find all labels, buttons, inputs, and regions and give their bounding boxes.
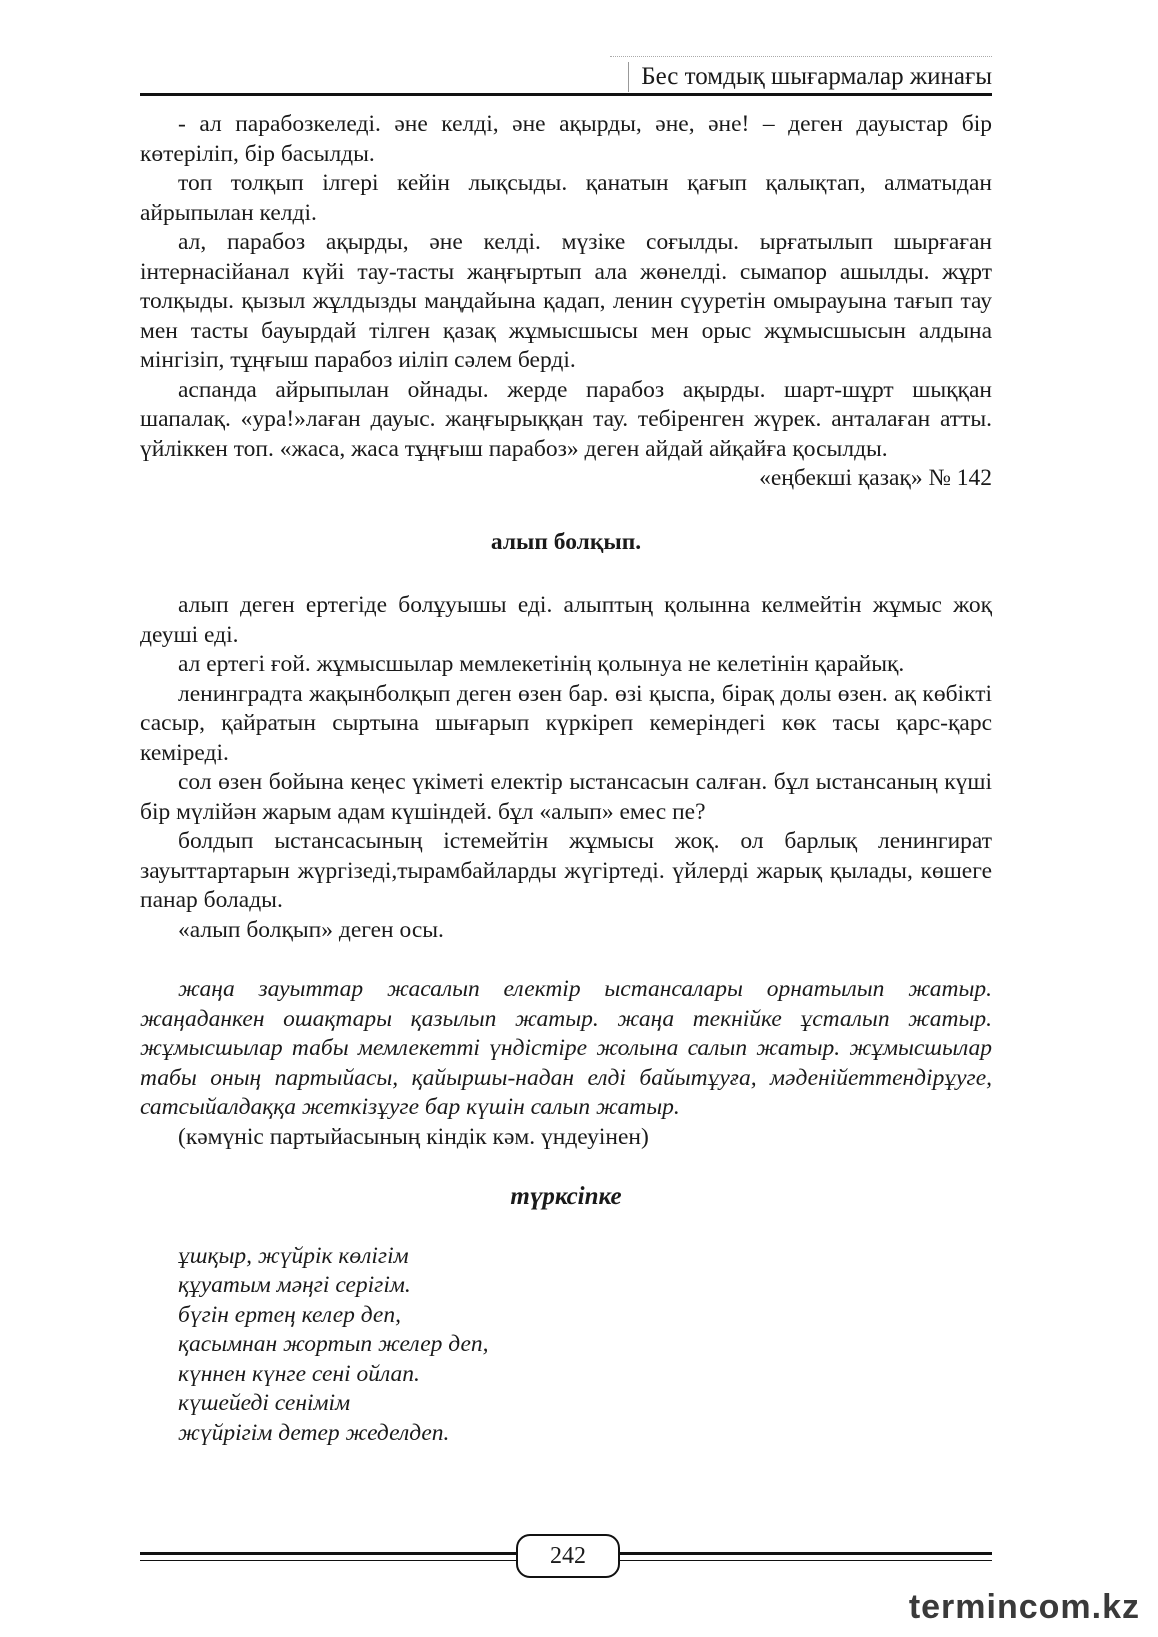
poem-line: бүгін ертең келер деп,	[178, 1301, 401, 1328]
poem-line: ұшқыр, жүйрік көлігім	[178, 1242, 409, 1269]
poem-line: қасымнан жортып желер деп,	[178, 1331, 489, 1357]
header-rule	[140, 93, 992, 96]
paragraph: ленинградта жақынболқып деген өзен бар. өзі қыспа, бірақ долы өзен. ақ көбікті сасыр, қайратын сыртына шығарып күркіреп кемеріндегі көк тасы қарс-қарс кеміреді.	[140, 680, 992, 766]
page-footer	[140, 1534, 992, 1578]
section-title: алып болқып.	[490, 528, 642, 555]
page-number: 242	[516, 1534, 620, 1578]
site-watermark: termincom.kz	[908, 1588, 1140, 1626]
paragraph: ал ертегі ғой. жұмысшылар мемлекетінің қолынуа не келетінін қарайық.	[178, 651, 905, 677]
quote-source: (кәмүніс партыйасының кіндік кәм. үндеуінен)	[178, 1123, 649, 1150]
newspaper-source: «еңбекші қазақ» № 142	[759, 465, 992, 491]
paragraph: «алып болқып» деген осы.	[178, 916, 444, 943]
page-content	[140, 110, 992, 1448]
running-header	[140, 56, 992, 96]
header-dotted-rule	[610, 56, 992, 58]
paragraph: топ толқып ілгері кейін лықсыды. қанатын қағып қалықтап, алматыдан айрыпылан келді.	[140, 170, 992, 226]
paragraph: болдып ыстансасының істемейтін жұмысы жоқ. ол барлық ленингират зауыттартарын жүргізеді,тырамбайларды жүгіртеді. үйлерді жарық қылады, көшеге панар болады.	[140, 828, 992, 913]
poem-title: түрксіпке	[510, 1183, 622, 1210]
book-title: Бес томдық шығармалар жинағы	[628, 62, 992, 92]
poem-line: жүйрігім детер жеделдеп.	[178, 1419, 450, 1446]
italic-quote: жаңа зауыттар жасалып електір ыстансалары орнатылып жатыр. жаңаданкен ошақтары қазылып жатыр. жаңа текнійке ұсталып жатыр. жұмысшылар табы мемлекетті үндістіре жолына салып жатыр. жұмысшылар табы оның партыйасы, қайыршы-надан елді байытұуға, мәденійеттендірұуге, сатсыйалдаққа жеткізұуге бар күшін салып жатыр.	[140, 976, 992, 1120]
poem-line: күшейеді сенімім	[178, 1390, 351, 1416]
paragraph: алып деген ертегіде болұуышы еді. алыптың қолынна келмейтін жұмыс жоқ деуші еді.	[140, 592, 992, 648]
paragraph: ал, парабоз ақырды, әне келді. мүзіке соғылды. ырғатылып шырғаған інтернасійанал күйі тау-тасты жаңғыртып ала жөнелді. сымапор ашылды. жұрт толқыды. қызыл жұлдызды маңдайына қадап, ленин сүуретін омырауына тағып тау мен тасты бауырдай тілген қазақ жұмысшысы мен орыс жұмысшысын алдына мінгізіп, тұңғыш парабоз иіліп сәлем берді.	[140, 229, 992, 373]
paragraph: - ал парабозкеледі. әне келді, әне ақырды, әне, әне! – деген дауыстар бір көтеріліп, бір басылды.	[140, 111, 992, 167]
poem-line: құуатым мәңгі серігім.	[178, 1272, 411, 1298]
paragraph: аспанда айрыпылан ойнады. жерде парабоз ақырды. шарт-шұрт шыққан шапалақ. «ура!»лаған дауыс. жаңғырыққан тау. тебіренген жүрек. анталаған атты. үйліккен топ. «жаса, жаса тұңғыш парабоз» деген айдай айқайға қосылды.	[140, 376, 992, 462]
paragraph: сол өзен бойына кеңес үкіметі електір ыстансасын салған. бұл ыстансаның күші бір мүлійән жарым адам күшіндей. бұл «алып» емес пе?	[140, 769, 992, 825]
poem	[140, 1242, 992, 1449]
poem-line: күннен күнге сені ойлап.	[178, 1360, 420, 1387]
